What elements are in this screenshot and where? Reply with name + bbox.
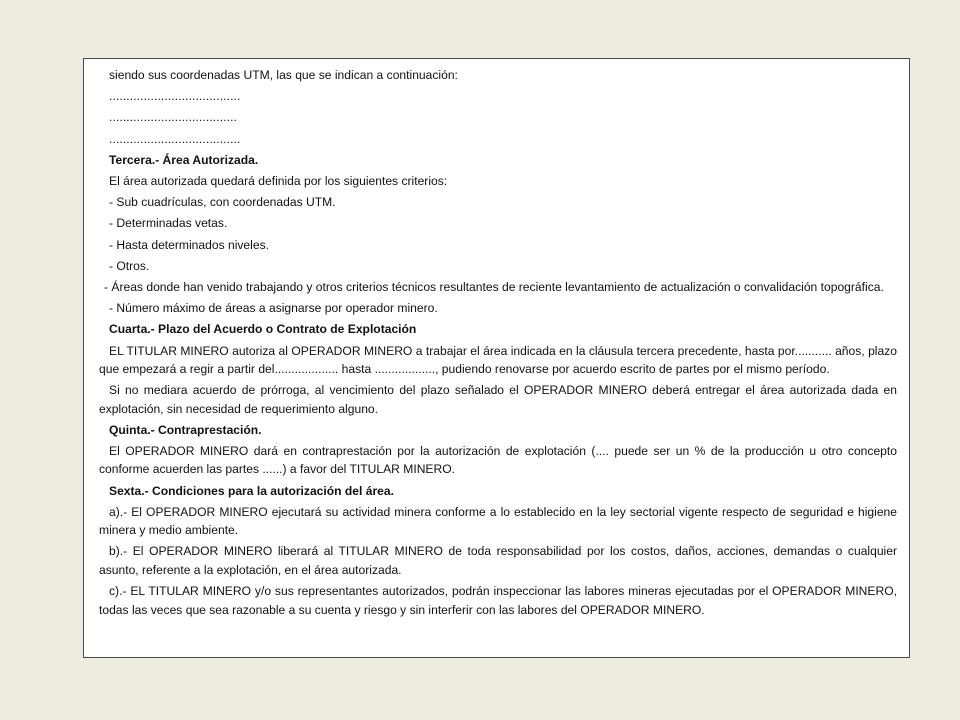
coordinate-placeholder-1: ......................................	[109, 89, 241, 104]
criteria-item-veins: - Determinadas vetas.	[109, 216, 228, 231]
condition-a-text: a).- El OPERADOR MINERO ejecutará su actividad minera conforme a lo establecido en la ley sectorial vigente respecto de seguridad e higiene minera y medio ambiente.	[99, 504, 897, 538]
coordinate-placeholder-3: ......................................	[109, 131, 241, 146]
clause-fourth-heading: Cuarta.- Plazo del Acuerdo o Contrato de Explotación	[109, 322, 417, 337]
contract-document-page	[83, 58, 910, 658]
condition-c-text: c).- EL TITULAR MINERO y/o sus representantes autorizados, podrán inspeccionar las labores mineras ejecutadas por el OPERADOR MINERO, todas las veces que sea razonable a su cuenta y riesgo y sin interferir con las labores del OPERADOR MINERO.	[99, 584, 897, 617]
criteria-item-subgrids: - Sub cuadrículas, con coordenadas UTM.	[109, 195, 336, 210]
clause-third-heading: Tercera.- Área Autorizada.	[109, 152, 259, 167]
condition-b-text: b).- El OPERADOR MINERO liberará al TITULAR MINERO de toda responsabilidad por los costos, daños, acciones, demandas o cualquier asunto, referente a la explotación, en el área autorizada.	[99, 544, 897, 577]
clause-fifth-heading: Quinta.- Contraprestación.	[109, 422, 262, 437]
consideration-text: El OPERADOR MINERO dará en contraprestación por la autorización de explotación (.... puede ser un % de la producción u otro concepto conforme acuerden las partes ......) a favor del TITULAR MINERO.	[99, 444, 897, 477]
coordinate-placeholder-2: .....................................	[109, 110, 238, 125]
criteria-item-worked-areas: - Áreas donde han venido trabajando y otros criterios técnicos resultantes de reciente levantamiento de actualización o convalidación topográfica.	[104, 280, 884, 295]
extension-text: Si no mediara acuerdo de prórroga, al vencimiento del plazo señalado el OPERADOR MINERO deberá entregar el área autorizada dada en explotación, sin necesidad de requerimiento alguno.	[99, 383, 897, 416]
utm-intro-text: siendo sus coordenadas UTM, las que se indican a continuación:	[109, 68, 458, 82]
criteria-item-levels: - Hasta determinados niveles.	[109, 237, 269, 252]
term-of-agreement-text: EL TITULAR MINERO autoriza al OPERADOR MINERO a trabajar el área indicada en la cláusula tercera precedente, hasta por........... años, plazo que empezará a regir a partir del................... hasta .................., pudiendo renovarse por acuerdo escrito de partes por el mismo período.	[99, 343, 897, 377]
criteria-item-max-areas: - Número máximo de áreas a asignarse por operador minero.	[109, 301, 438, 316]
clause-sixth-heading: Sexta.- Condiciones para la autorización del área.	[109, 483, 394, 498]
authorized-area-criteria-intro: El área autorizada quedará definida por los siguientes criterios:	[109, 174, 448, 189]
criteria-item-others: - Otros.	[109, 258, 150, 273]
